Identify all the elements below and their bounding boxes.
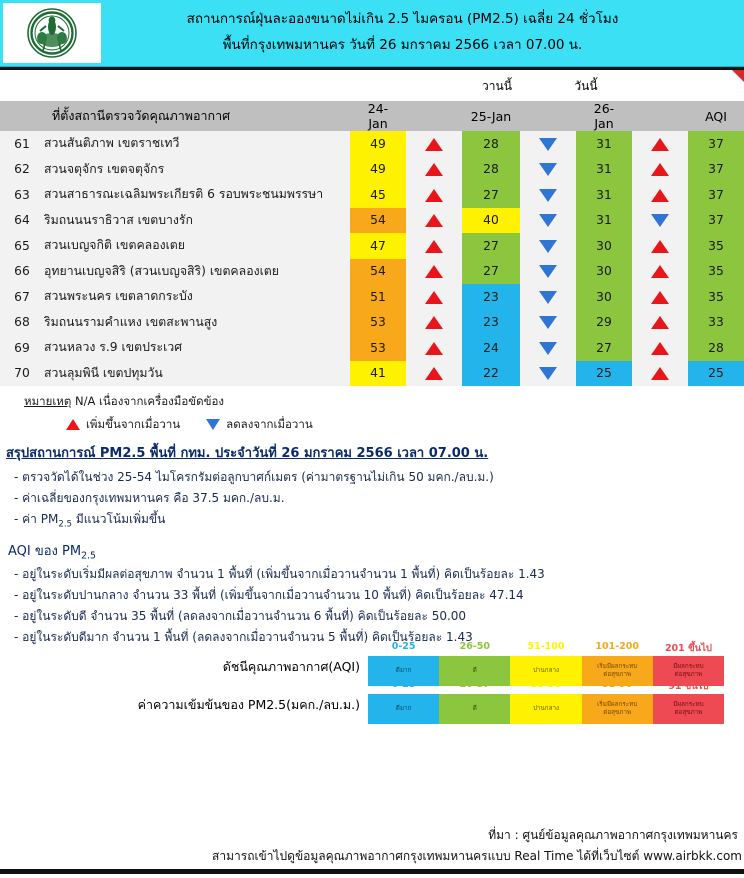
value-25jan: 23 <box>462 310 520 336</box>
scale-level-name: มีผลกระทบ ต่อสุขภาพ <box>673 701 704 716</box>
scale-level-name: มีผลกระทบ ต่อสุขภาพ <box>673 663 704 678</box>
summary-trend-item <box>6 509 744 533</box>
trend-arrow-2 <box>520 335 576 361</box>
trend-arrow-3 <box>632 182 688 208</box>
increase-arrow-icon <box>425 138 443 151</box>
col-header-date-24jan: 24-Jan <box>350 101 406 131</box>
trend-arrow-1 <box>406 157 462 183</box>
table-row <box>0 284 744 310</box>
trend-arrow-1 <box>406 335 462 361</box>
increase-arrow-icon <box>425 240 443 253</box>
value-aqi: 37 <box>688 131 744 157</box>
station-name: สวนพระนคร เขตลาดกระบัง <box>44 284 350 310</box>
value-24jan: 47 <box>350 233 406 259</box>
scale-label: ค่าความเข้มข้นของ PM2.5(มคก./ลบ.ม.) <box>137 696 360 712</box>
decrease-arrow-icon <box>539 316 557 329</box>
value-24jan: 51 <box>350 284 406 310</box>
value-25jan: 22 <box>462 361 520 387</box>
value-24jan: 54 <box>350 208 406 234</box>
col-header-aqi: AQI <box>688 101 744 131</box>
trend-arrow-2 <box>520 233 576 259</box>
trend-arrow-2 <box>520 310 576 336</box>
trend-arrow-3 <box>632 233 688 259</box>
legend-increase-arrow-icon <box>66 419 80 430</box>
increase-arrow-icon <box>425 342 443 355</box>
footer-website-note: สามารถเข้าไปดูข้อมูลคุณภาพอากาศกรุงเทพมหานครแบบ Real Time ได้ที่เว็บไซต์ www.airbkk.com <box>212 848 742 863</box>
notes-block <box>0 386 744 434</box>
table-row <box>0 335 744 361</box>
row-number: 64 <box>0 208 44 234</box>
table-body <box>0 131 744 386</box>
increase-arrow-icon <box>425 367 443 380</box>
increase-arrow-icon <box>425 265 443 278</box>
station-name: สวนสาธารณะเฉลิมพระเกียรติ 6 รอบพระชนมพรรษา <box>44 182 350 208</box>
arrow-legend <box>24 416 744 434</box>
col-header-date-25jan: 25-Jan <box>462 101 520 131</box>
row-number: 65 <box>0 233 44 259</box>
value-24jan: 49 <box>350 157 406 183</box>
footer-divider <box>0 869 744 874</box>
station-name: อุทยานเบญจสิริ (สวนเบญจสิริ) เขตคลองเตย <box>44 259 350 285</box>
value-25jan: 24 <box>462 335 520 361</box>
trend-arrow-2 <box>520 131 576 157</box>
table-head <box>0 101 744 131</box>
scale-cell-verygood <box>368 678 439 724</box>
value-aqi: 33 <box>688 310 744 336</box>
header-title-block <box>101 7 744 58</box>
scale-level-name: ปานกลาง <box>532 704 560 712</box>
aqi-section-heading <box>6 532 744 564</box>
legend-decrease-label: ลดลงจากเมื่อวาน <box>226 416 313 431</box>
scale-range: 0-25 <box>391 678 416 690</box>
increase-arrow-icon <box>425 291 443 304</box>
trend-arrow-3 <box>632 335 688 361</box>
value-26jan: 31 <box>576 182 632 208</box>
table-row <box>0 259 744 285</box>
row-number: 66 <box>0 259 44 285</box>
value-26jan: 30 <box>576 233 632 259</box>
station-name: สวนเบญจกิติ เขตคลองเตย <box>44 233 350 259</box>
report-title-line1: สถานการณ์ฝุ่นละอองขนาดไม่เกิน 2.5 ไมครอน (PM2.5) เฉลี่ย 24 ชั่วโมง <box>186 11 619 28</box>
value-aqi: 37 <box>688 208 744 234</box>
trend-arrow-1 <box>406 310 462 336</box>
value-aqi: 35 <box>688 233 744 259</box>
value-24jan: 54 <box>350 259 406 285</box>
trend-arrow-1 <box>406 361 462 387</box>
table-row <box>0 182 744 208</box>
value-24jan: 41 <box>350 361 406 387</box>
value-24jan: 53 <box>350 335 406 361</box>
trend-arrow-3 <box>632 284 688 310</box>
summary-item: - ตรวจวัดได้ในช่วง 25-54 ไมโครกรัมต่อลูกบาศก์เมตร (ค่ามาตรฐานไม่เกิน 50 มคก./ลบ.ม.) <box>14 469 494 484</box>
trend-arrow-3 <box>632 361 688 387</box>
scale-level-name: ดี <box>472 704 477 712</box>
increase-arrow-icon <box>651 240 669 253</box>
report-title-line2: พื้นที่กรุงเทพมหานคร วันที่ 26 มกราคม 2566 เวลา 07.00 น. <box>222 37 583 53</box>
value-25jan: 40 <box>462 208 520 234</box>
trend-arrow-1 <box>406 259 462 285</box>
scale-level-name: ดี <box>472 666 477 674</box>
row-number: 70 <box>0 361 44 387</box>
scale-range: 0-25 <box>391 640 416 652</box>
scale-cell-moderate <box>510 678 581 724</box>
station-name: สวนสันติภาพ เขตราชเทวี <box>44 131 350 157</box>
row-number: 61 <box>0 131 44 157</box>
trend-arrow-3 <box>632 310 688 336</box>
value-aqi: 35 <box>688 284 744 310</box>
row-number: 62 <box>0 157 44 183</box>
col-header-date-26jan: 26-Jan <box>576 101 632 131</box>
col-header-arrow-2 <box>520 101 576 131</box>
scale-level-name: ดีมาก <box>395 666 412 674</box>
value-26jan: 31 <box>576 208 632 234</box>
decrease-arrow-icon <box>539 240 557 253</box>
legend-increase-label: เพิ่มขึ้นจากเมื่อวาน <box>86 416 181 431</box>
trend-arrow-2 <box>520 182 576 208</box>
value-24jan: 49 <box>350 131 406 157</box>
aqi-heading-prefix: AQI ของ PM <box>8 544 82 560</box>
summary-trend-suffix: มีแนวโน้มเพิ่มขึ้น <box>72 511 166 526</box>
trend-arrow-1 <box>406 208 462 234</box>
summary-title: สรุปสถานการณ์ PM2.5 พื้นที่ กทม. ประจำวันที่ 26 มกราคม 2566 เวลา 07.00 น. <box>6 445 489 461</box>
decrease-arrow-icon <box>651 214 669 227</box>
scale-bar <box>368 678 724 724</box>
legend-decrease-arrow-icon <box>206 419 220 430</box>
scale-level-name: เริ่มมีผลกระทบ ต่อสุขภาพ <box>597 663 638 678</box>
scale-range: 26-50 <box>459 640 490 652</box>
decrease-arrow-icon <box>539 342 557 355</box>
report-footer <box>0 824 744 874</box>
table-row <box>0 361 744 387</box>
value-aqi: 35 <box>688 259 744 285</box>
note-na-text: N/A เนื่องจากเครื่องมือขัดข้อง <box>75 394 224 408</box>
value-25jan: 27 <box>462 259 520 285</box>
scale-level-name: ดีมาก <box>395 704 412 712</box>
value-25jan: 28 <box>462 131 520 157</box>
summary-trend-sub: 2.5 <box>58 519 73 530</box>
scale-range: 101-200 <box>595 640 640 652</box>
value-25jan: 27 <box>462 182 520 208</box>
value-24jan: 53 <box>350 310 406 336</box>
value-25jan: 27 <box>462 233 520 259</box>
increase-arrow-icon <box>651 367 669 380</box>
row-number: 63 <box>0 182 44 208</box>
summary-trend-prefix: - ค่า PM <box>14 511 59 526</box>
value-26jan: 30 <box>576 284 632 310</box>
corner-marker-icon <box>732 70 744 82</box>
scale-range: 26-37 <box>459 678 490 690</box>
increase-arrow-icon <box>425 189 443 202</box>
table-row <box>0 233 744 259</box>
station-name: สวนจตุจักร เขตจตุจักร <box>44 157 350 183</box>
trend-arrow-2 <box>520 361 576 387</box>
decrease-arrow-icon <box>539 367 557 380</box>
table-header-row <box>0 101 744 131</box>
trend-arrow-1 <box>406 131 462 157</box>
value-aqi: 28 <box>688 335 744 361</box>
bma-logo <box>3 3 101 63</box>
table-row <box>0 157 744 183</box>
aqi-summary-item: - อยู่ในระดับเริ่มมีผลต่อสุขภาพ จำนวน 1 พื้นที่ (เพิ่มขึ้นจากเมื่อวานจำนวน 1 พื้นที่) คิดเป็นร้อยละ 1.43 <box>14 566 545 581</box>
trend-arrow-2 <box>520 208 576 234</box>
increase-arrow-icon <box>651 138 669 151</box>
table-row <box>0 310 744 336</box>
column-period-labels <box>0 70 744 101</box>
col-header-arrow-3 <box>632 101 688 131</box>
decrease-arrow-icon <box>539 189 557 202</box>
note-label: หมายเหตุ <box>24 394 72 408</box>
col-header-no <box>0 101 44 131</box>
row-number: 69 <box>0 335 44 361</box>
value-aqi: 25 <box>688 361 744 387</box>
station-name: สวนหลวง ร.9 เขตประเวศ <box>44 335 350 361</box>
value-26jan: 31 <box>576 131 632 157</box>
trend-arrow-2 <box>520 284 576 310</box>
trend-arrow-2 <box>520 259 576 285</box>
scale-row <box>0 678 744 724</box>
table-row <box>0 208 744 234</box>
scale-range: 38-50 <box>530 678 562 690</box>
trend-arrow-3 <box>632 259 688 285</box>
note-na-line <box>24 393 744 411</box>
aqi-summary-item: - อยู่ในระดับดีมาก จำนวน 1 พื้นที่ (ลดลงจากเมื่อวานจำนวน 5 พื้นที่) คิดเป็นร้อยละ 1.43 <box>14 629 473 644</box>
trend-arrow-3 <box>632 208 688 234</box>
summary-item: - ค่าเฉลี่ยของกรุงเทพมหานคร คือ 37.5 มคก./ลบ.ม. <box>14 490 285 505</box>
decrease-arrow-icon <box>539 214 557 227</box>
scale-range: 51-90 <box>602 678 633 690</box>
scale-range: 51-100 <box>527 640 565 652</box>
aqi-summary-item: - อยู่ในระดับดี จำนวน 35 พื้นที่ (ลดลงจากเมื่อวานจำนวน 6 พื้นที่) คิดเป็นร้อยละ 50.00 <box>14 608 467 623</box>
value-25jan: 23 <box>462 284 520 310</box>
value-26jan: 25 <box>576 361 632 387</box>
summary-block <box>0 442 744 648</box>
value-aqi: 37 <box>688 157 744 183</box>
decrease-arrow-icon <box>539 138 557 151</box>
scale-label: ดัชนีคุณภาพอากาศ(AQI) <box>222 658 360 674</box>
value-24jan: 45 <box>350 182 406 208</box>
row-number: 68 <box>0 310 44 336</box>
station-name: ริมถนนรามคำแหง เขตสะพานสูง <box>44 310 350 336</box>
trend-arrow-1 <box>406 284 462 310</box>
aqi-summary-item: - อยู่ในระดับปานกลาง จำนวน 33 พื้นที่ (เพิ่มขึ้นจากเมื่อวานจำนวน 10 พื้นที่) คิดเป็นร้อยละ 47.14 <box>14 587 524 602</box>
scale-level-name: ปานกลาง <box>532 666 560 674</box>
scale-cell-unhealthy <box>582 678 653 724</box>
label-today: วันนี้ <box>574 79 598 93</box>
trend-arrow-2 <box>520 157 576 183</box>
decrease-arrow-icon <box>539 163 557 176</box>
increase-arrow-icon <box>425 163 443 176</box>
increase-arrow-icon <box>651 342 669 355</box>
value-26jan: 29 <box>576 310 632 336</box>
decrease-arrow-icon <box>539 291 557 304</box>
scale-cell-bad <box>653 680 724 724</box>
trend-arrow-3 <box>632 131 688 157</box>
report-header <box>0 0 744 66</box>
scale-level-name: เริ่มมีผลกระทบ ต่อสุขภาพ <box>597 701 638 716</box>
table-row <box>0 131 744 157</box>
scale-range: 91 ขึ้นไป <box>668 680 709 692</box>
increase-arrow-icon <box>425 316 443 329</box>
station-name: ริมถนนนราธิวาส เขตบางรัก <box>44 208 350 234</box>
increase-arrow-icon <box>651 163 669 176</box>
col-header-station-name: ที่ตั้งสถานีตรวจวัดคุณภาพอากาศ <box>44 101 350 131</box>
increase-arrow-icon <box>651 189 669 202</box>
value-26jan: 31 <box>576 157 632 183</box>
value-26jan: 30 <box>576 259 632 285</box>
trend-arrow-1 <box>406 233 462 259</box>
trend-arrow-3 <box>632 157 688 183</box>
pm25-station-table <box>0 101 744 386</box>
scale-cell-good <box>439 678 510 724</box>
row-number: 67 <box>0 284 44 310</box>
value-aqi: 37 <box>688 182 744 208</box>
increase-arrow-icon <box>425 214 443 227</box>
color-scale-legends <box>0 640 744 724</box>
decrease-arrow-icon <box>539 265 557 278</box>
trend-arrow-1 <box>406 182 462 208</box>
increase-arrow-icon <box>651 291 669 304</box>
bma-seal-icon <box>26 7 78 59</box>
footer-source: ที่มา : ศูนย์ข้อมูลคุณภาพอากาศกรุงเทพมหานคร <box>488 828 738 843</box>
increase-arrow-icon <box>651 316 669 329</box>
label-yesterday: วานนี้ <box>482 79 512 93</box>
scale-range: 201 ขึ้นไป <box>664 642 712 654</box>
station-name: สวนลุมพินี เขตปทุมวัน <box>44 361 350 387</box>
value-26jan: 27 <box>576 335 632 361</box>
col-header-arrow-1 <box>406 101 462 131</box>
value-25jan: 28 <box>462 157 520 183</box>
aqi-heading-sub: 2.5 <box>81 550 96 562</box>
increase-arrow-icon <box>651 265 669 278</box>
